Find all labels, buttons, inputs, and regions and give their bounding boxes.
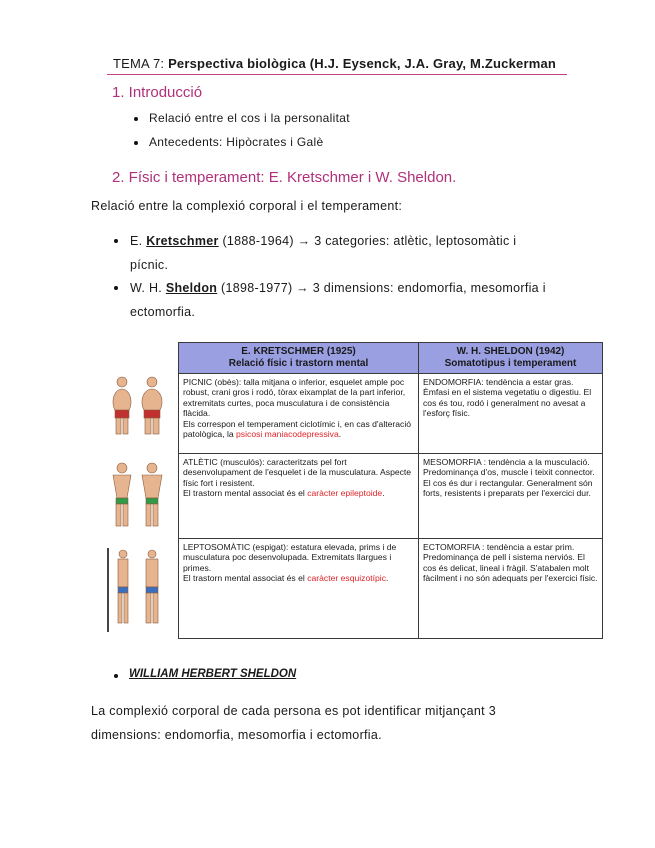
kretschmer-cell xyxy=(179,539,419,639)
sheldon-cell: ENDOMORFIA: tendència a estar gras. Èmfasi en el sistema vegetatiu o digestiu. El cos és tou, rodó i generalment no avesat a l'esforç físic. xyxy=(419,374,603,454)
final-para-line2: dimensions: endomorfia, mesomorfia i ectomorfia. xyxy=(91,728,382,742)
col2-header-subtitle: Somatotipus i temperament xyxy=(444,358,577,369)
athletic-figures xyxy=(113,463,162,526)
sheldon-cell: ECTOMORFIA : tendència a estar prim. Predominança de pell i sistema nerviós. El cos és delicat, lineal i fràgil. S'atabalen molt fàcilment i no són adequats per l'exercici físic. xyxy=(419,539,603,639)
bullet-dot xyxy=(114,674,118,678)
picnic-figures xyxy=(113,377,162,434)
cell-main: LEPTOSOMÀTIC (espigat): estatura elevada, prims i de musculatura poc desenvolupada. Extremitats llargues i primes. xyxy=(183,542,397,573)
sheldon-name: Sheldon xyxy=(165,281,218,295)
section2-heading: 2. Físic i temperament: E. Kretschmer i W. Sheldon. xyxy=(112,169,457,186)
table-row xyxy=(179,374,603,454)
col-header-sheldon xyxy=(419,343,603,374)
section1-bullet-2: Antecedents: Hipòcrates i Galè xyxy=(149,135,324,149)
cell-disorder: psicosi maniacodepressiva xyxy=(236,429,339,440)
cell-note: El trastorn mental associat és el xyxy=(183,573,308,584)
sheldon-cell: MESOMORFIA : tendència a la musculació. Predominança d'os, muscle i teixit connector. El cos és dur i rectangular. Generalment són forts, resistents i preparats per l'exercici dur. xyxy=(419,454,603,539)
header-rule xyxy=(107,74,567,75)
col2-header-title: W. H. SHELDON (1942) xyxy=(456,346,565,357)
header-title: Perspectiva biològica (H.J. Eysenck, J.A. Gray, M.Zuckerman xyxy=(168,56,557,71)
col1-header-title: E. KRETSCHMER (1925) xyxy=(241,346,356,357)
kretschmer-cell xyxy=(179,454,419,539)
col1-header-subtitle: Relació físic i trastorn mental xyxy=(228,358,369,369)
cell-tail: . xyxy=(386,573,389,584)
kretschmer-name: Kretschmer xyxy=(146,234,219,248)
sheldon-line2: ectomorfia. xyxy=(130,305,196,319)
kretschmer-line1 xyxy=(130,229,516,253)
bullet-dot xyxy=(134,117,138,121)
cell-tail: . xyxy=(338,429,342,440)
bullet-dot xyxy=(114,239,118,243)
final-para-line1: La complexió corporal de cada persona es pot identificar mitjançant 3 xyxy=(91,704,496,718)
sheldon-pre: W. H. xyxy=(130,281,166,295)
body-type-table xyxy=(178,342,603,639)
sheldon-line1 xyxy=(130,276,546,300)
col-header-kretschmer xyxy=(179,343,419,374)
sheldon-subheading: WILLIAM HERBERT SHELDON xyxy=(129,668,297,680)
section1-heading: 1. Introducció xyxy=(112,84,203,101)
section1-bullet-1: Relació entre el cos i la personalitat xyxy=(149,111,350,125)
kretschmer-rest: (1888-1964) → 3 categories: atlètic, leptosomàtic i xyxy=(218,234,517,248)
table-row xyxy=(179,539,603,639)
cell-disorder: caràcter epileptoide xyxy=(307,488,383,499)
cell-main: ATLÈTIC (musculós): caracteritzats pel fort desenvolupament de l'esquelet i de la musculatura. Aspecte físic fort i resistent. xyxy=(183,457,412,488)
cell-tail: . xyxy=(382,488,385,499)
sheldon-rest: (1898-1977) → 3 dimensions: endomorfia, mesomorfia i xyxy=(217,281,546,295)
bullet-dot xyxy=(134,141,138,145)
body-type-figures xyxy=(105,370,175,632)
bullet-dot xyxy=(114,286,118,290)
cell-note: El trastorn mental associat és el xyxy=(183,488,308,499)
kretschmer-pre: E. xyxy=(130,234,147,248)
section2-intro: Relació entre la complexió corporal i el temperament: xyxy=(91,199,403,213)
cell-main: PICNIC (obès): talla mitjana o inferior, esquelet ample poc robust, crani gros i rodó, tòrax eixamplat de la part inferior, extremitats curtes, poca musculatura i de consistència flàcida. xyxy=(183,377,406,419)
page-header xyxy=(113,56,556,71)
header-prefix: TEMA 7: xyxy=(113,56,169,71)
kretschmer-line2: pícnic. xyxy=(130,258,169,272)
leptosomatic-figures xyxy=(107,548,158,632)
kretschmer-cell xyxy=(179,374,419,454)
table-row xyxy=(179,454,603,539)
cell-disorder: caràcter esquizotípic xyxy=(307,573,386,584)
cell-note: Els correspon el temperament ciclotímic i, en cas d'alteració patològica, la xyxy=(183,418,412,440)
